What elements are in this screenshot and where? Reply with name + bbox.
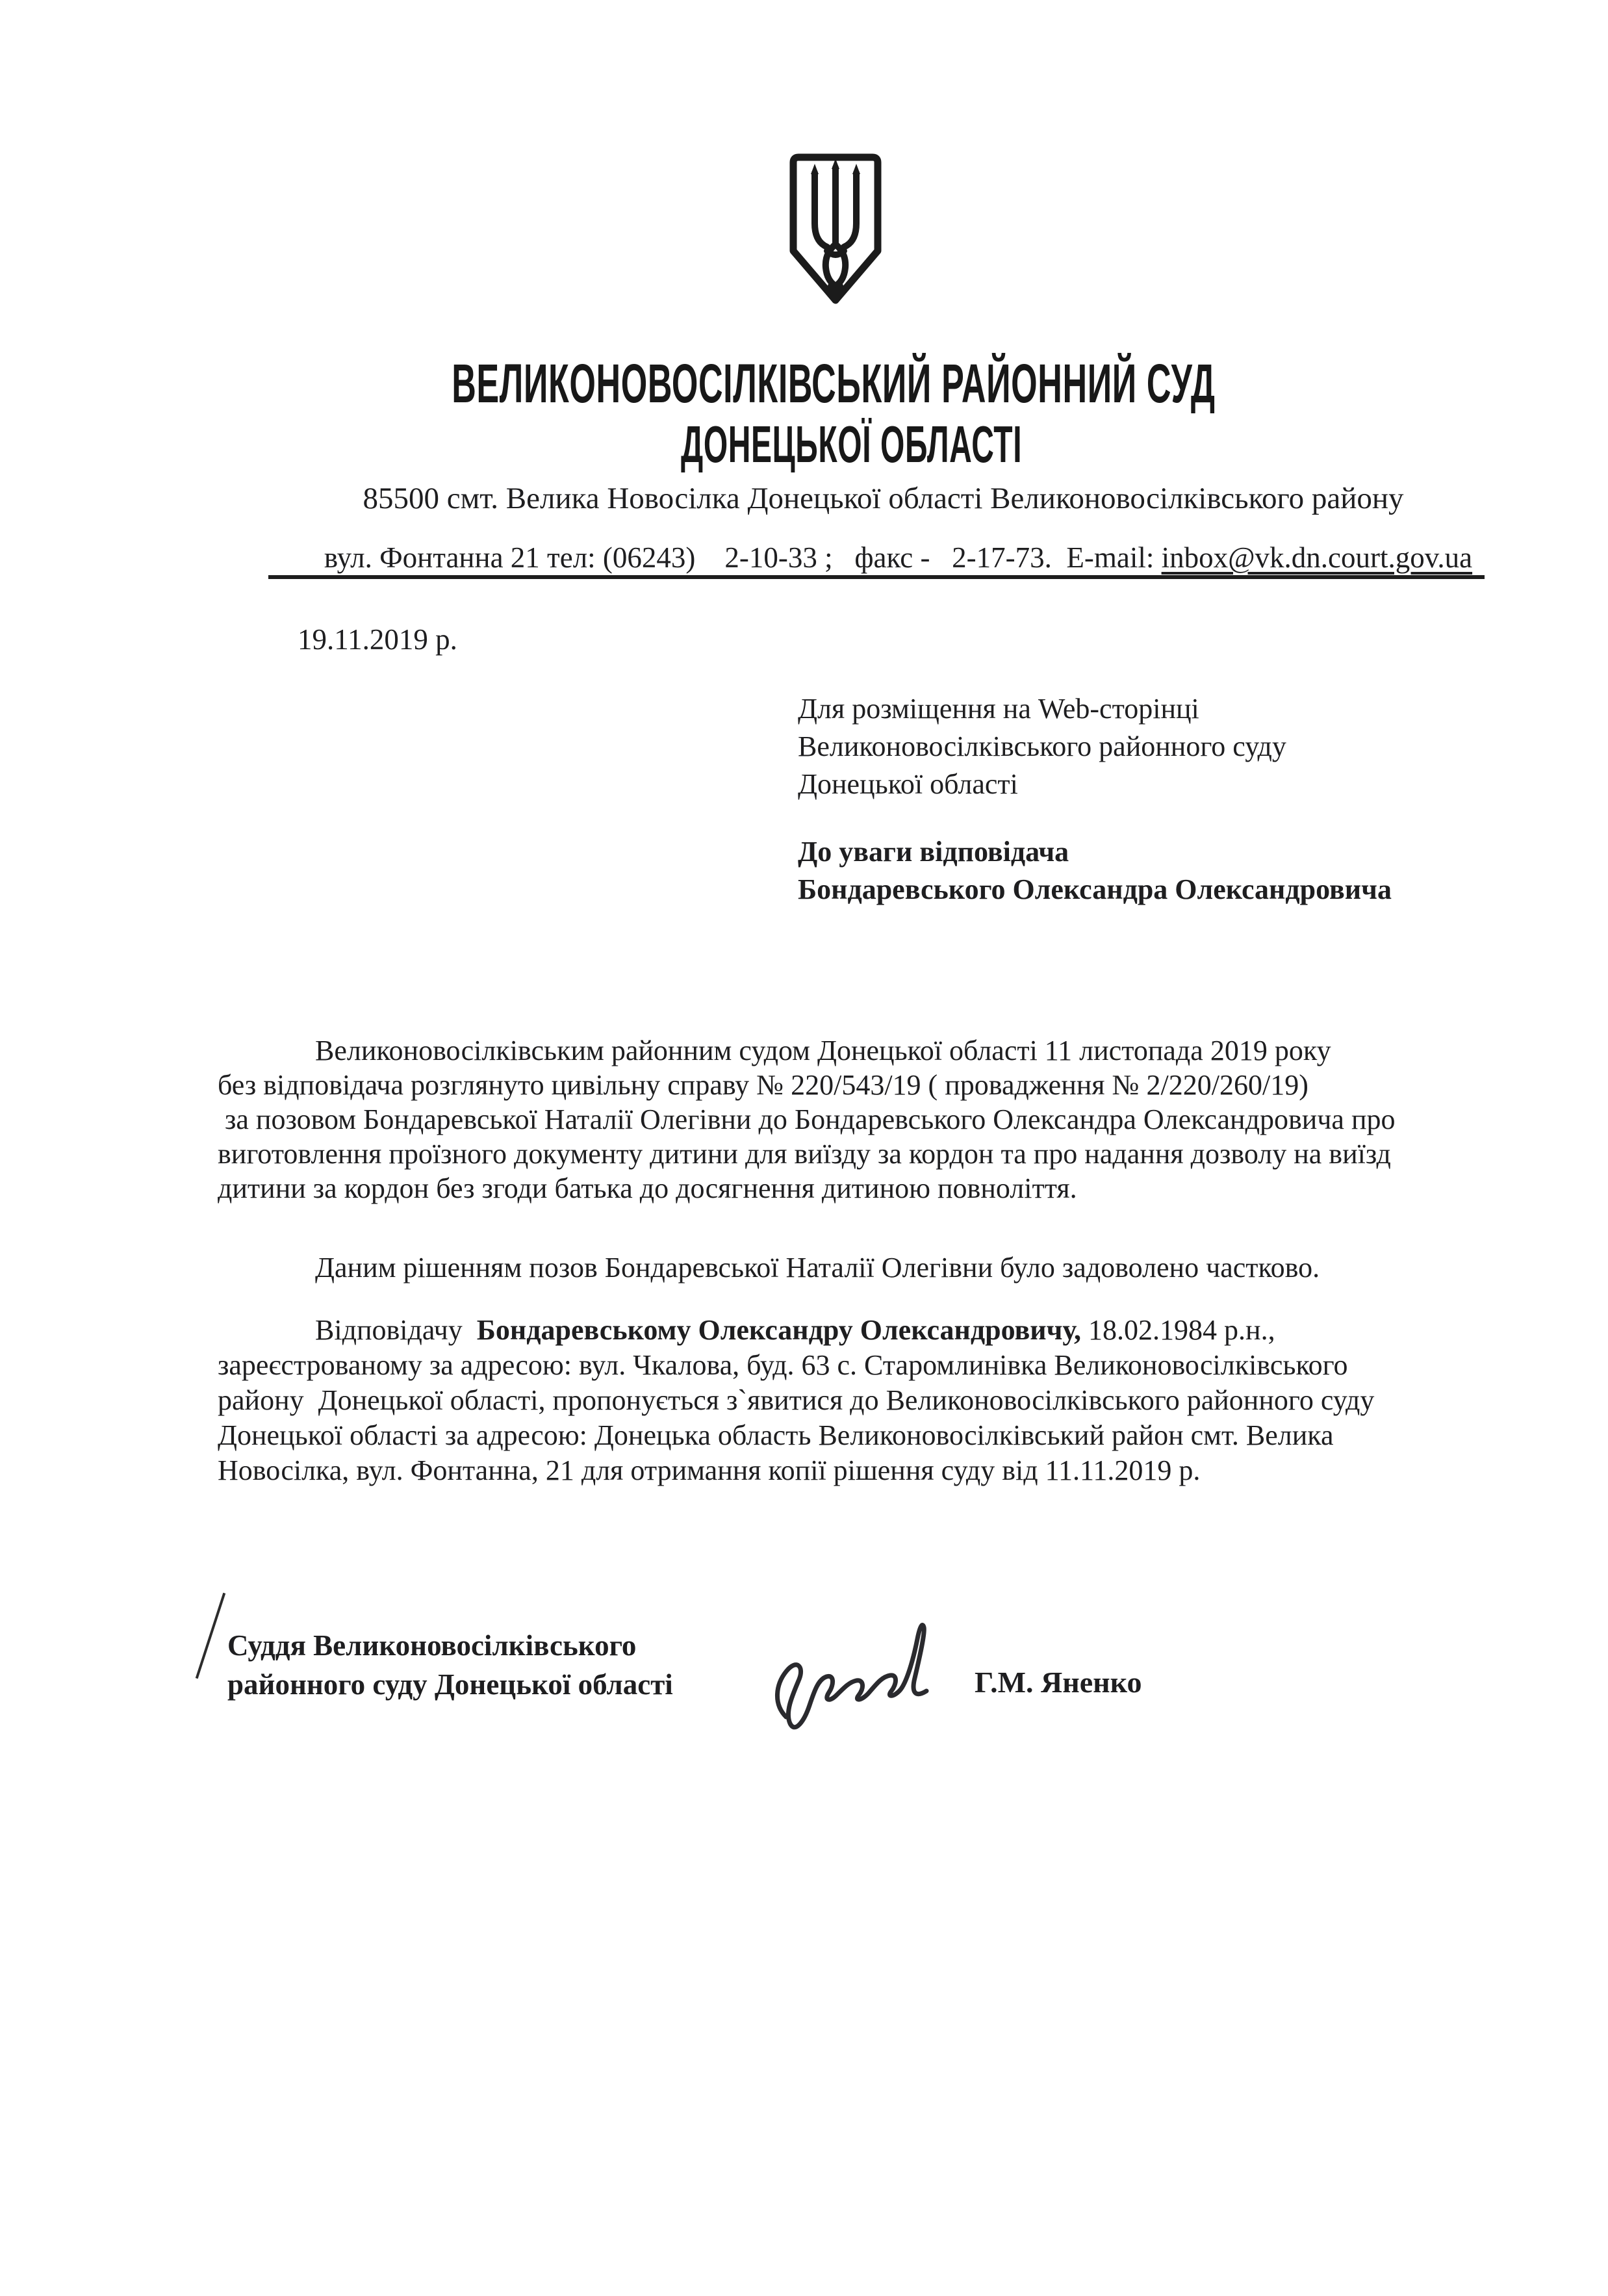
paragraph-line: зареєстрованому за адресою: вул. Чкалова, буд. 63 с. Старомлинівка Великоновосілківського xyxy=(218,1349,1348,1381)
recipient-line: Для розміщення на Web-сторінці xyxy=(798,693,1199,725)
pen-slash-mark xyxy=(196,1593,225,1679)
paragraph-line: району Донецької області, пропонується з`явитися до Великоновосілківського районного суду xyxy=(218,1384,1375,1416)
handwritten-signature xyxy=(767,1593,962,1736)
paragraph-line: Новосілка, вул. Фонтанна, 21 для отримання копії рішення суду від 11.11.2019 р. xyxy=(218,1454,1201,1486)
respondent-name-bold: Бондаревському Олександру Олександровичу, xyxy=(476,1314,1082,1346)
judge-title xyxy=(227,1626,673,1704)
paragraph-line: за позовом Бондаревської Наталії Олегівни до Бондаревського Олександра Олександровича про xyxy=(218,1103,1396,1135)
recipient-line: Донецької області xyxy=(798,768,1018,800)
judge-title-line: районного суду Донецької області xyxy=(227,1668,673,1701)
body-paragraph-decision xyxy=(218,1250,1485,1285)
judge-name: Г.М. Яненко xyxy=(975,1666,1142,1699)
ukraine-coat-of-arms-icon xyxy=(788,153,883,305)
court-address: 85500 смт. Велика Новосілка Донецької області Великоновосілківського району xyxy=(363,482,1404,515)
body-paragraph-case-info xyxy=(218,1033,1485,1206)
paragraph-line xyxy=(218,1313,1485,1348)
summons-prefix: Відповідачу xyxy=(315,1314,477,1346)
recipient-block xyxy=(798,690,1392,909)
court-region-row xyxy=(47,415,1608,473)
judge-title-line: Суддя Великоновосілківського xyxy=(227,1629,637,1662)
court-region-title: ДОНЕЦЬКОЇ ОБЛАСТІ xyxy=(680,415,1023,473)
paragraph-line: Донецької області за адресою: Донецька область Великоновосілківський район смт. Велика xyxy=(218,1419,1334,1451)
body-paragraph-summons xyxy=(218,1313,1485,1488)
summons-birthdate: 18.02.1984 р.н., xyxy=(1081,1314,1275,1346)
letter-date: 19.11.2019 р. xyxy=(298,623,457,656)
paragraph-line: Даним рішенням позов Бондаревської Наталії Олегівни було задоволено частково. xyxy=(315,1252,1320,1283)
court-name-title: ВЕЛИКОНОВОСІЛКІВСЬКИЙ РАЙОННИЙ СУД xyxy=(451,353,1216,414)
attention-respondent-name: Бондаревського Олександра Олександровича xyxy=(798,873,1392,905)
attention-heading: До уваги відповідача xyxy=(798,836,1069,868)
paragraph-line: Великоновосілківським районним судом Донецької області 11 листопада 2019 року xyxy=(315,1035,1331,1066)
paragraph-line: виготовлення проїзного документу дитини для виїзду за кордон та про надання дозволу на виїзд xyxy=(218,1138,1391,1170)
court-title-row xyxy=(29,353,1608,414)
recipient-line: Великоновосілківського районного суду xyxy=(798,730,1286,762)
paragraph-line: дитини за кордон без згоди батька до досягнення дитиною повноліття. xyxy=(218,1172,1077,1204)
header-divider-rule xyxy=(268,575,1485,579)
paragraph-line: без відповідача розглянуто цивільну справу № 220/543/19 ( провадження № 2/220/260/19) xyxy=(218,1069,1308,1101)
court-phone-fax: вул. Фонтанна 21 тел: (06243) 2-10-33 ; факс - 2-17-73. E-mail: xyxy=(324,541,1162,574)
court-contact-line xyxy=(94,541,1608,574)
spacer xyxy=(798,803,1392,833)
court-email: inbox@vk.dn.court.gov.ua xyxy=(1161,541,1473,574)
